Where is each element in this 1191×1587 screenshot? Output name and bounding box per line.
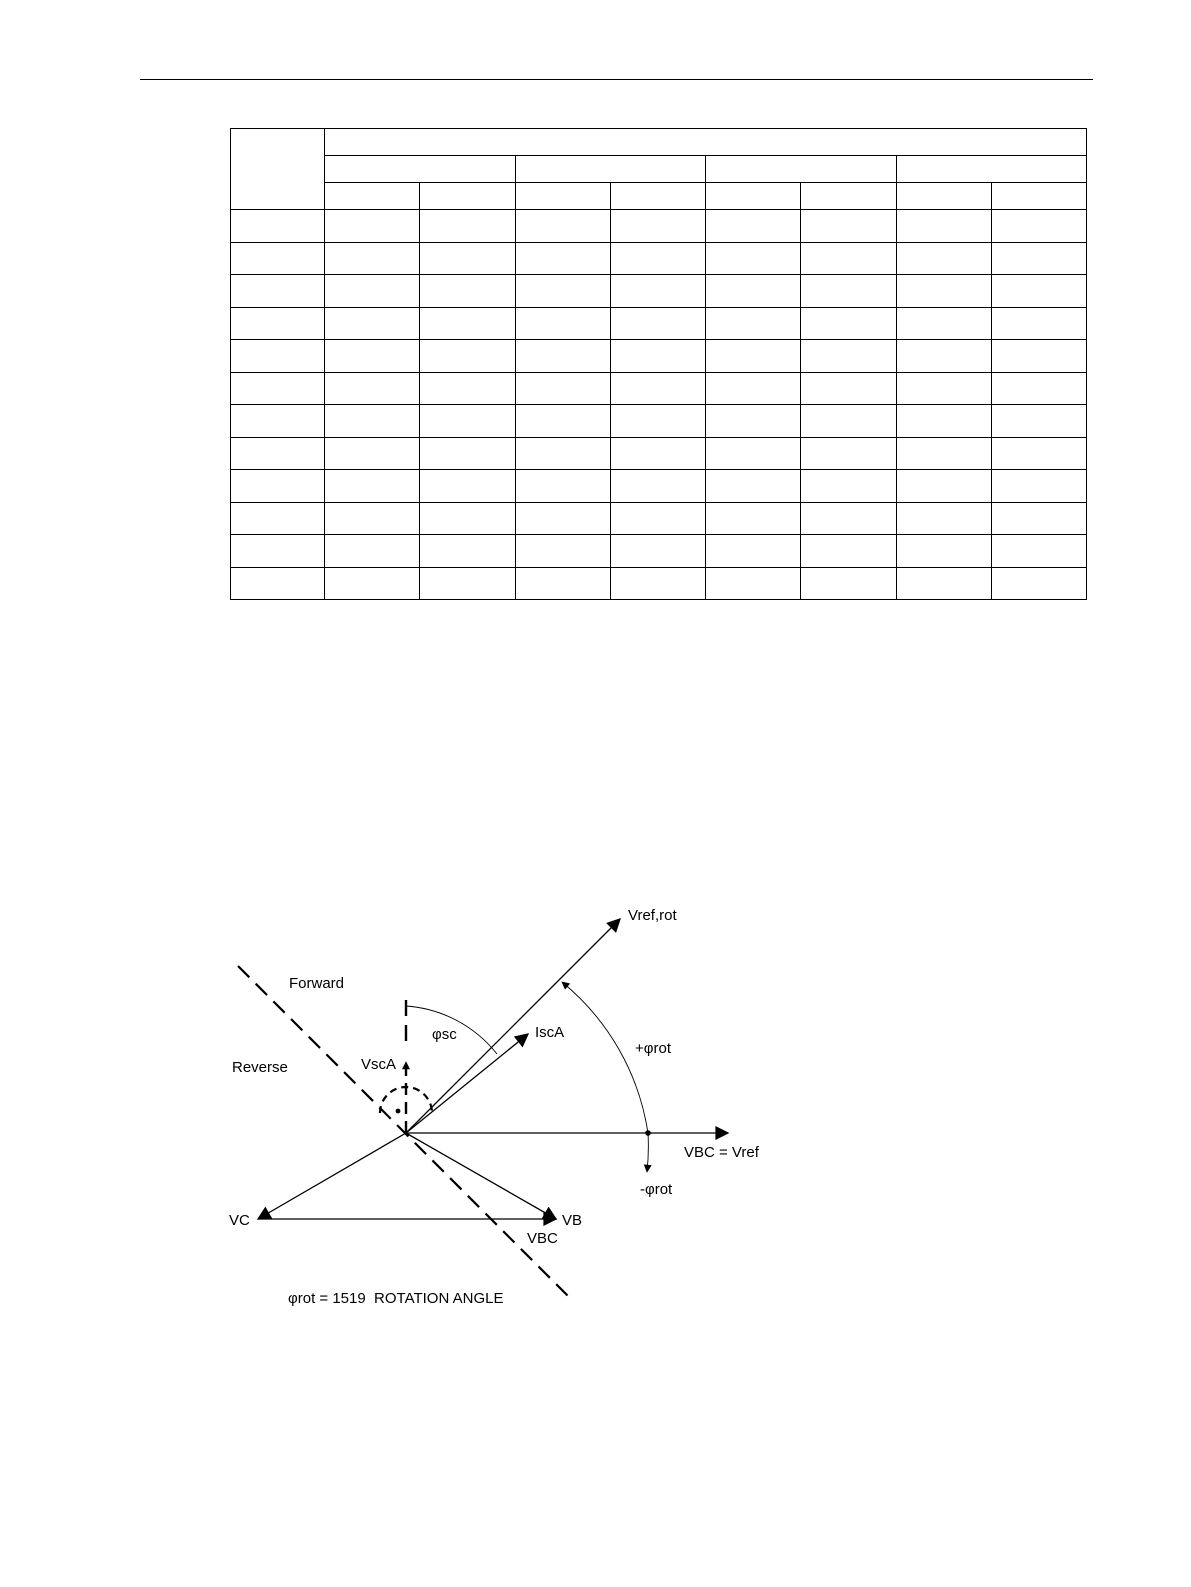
table-cell [896,470,991,503]
table-cell [325,372,420,405]
table-subheader-cell [896,183,991,210]
table-cell [706,437,801,470]
phi-sc-label: φsc [432,1026,457,1043]
table-cell [801,242,896,275]
table-cell [801,470,896,503]
table-cell [515,535,610,568]
table-cell [706,275,801,308]
table-group-header-cell [325,156,516,183]
table-cell [801,340,896,373]
table-cell [991,567,1086,600]
table-subheader-cell [610,183,705,210]
table-header-span-cell [325,129,1087,156]
table-cell [515,275,610,308]
table-cell [896,567,991,600]
table-cell [896,210,991,243]
table-cell [420,567,515,600]
table-cell [231,405,325,438]
table-row [231,502,1087,535]
table-subheader-cell [991,183,1086,210]
table-row [231,535,1087,568]
table-cell [420,535,515,568]
table-cell [991,535,1086,568]
table-cell [706,405,801,438]
empty-data-table [230,128,1087,600]
table-cell [420,210,515,243]
vc-label: VC [229,1212,250,1229]
table-cell [610,567,705,600]
plus-phi-rot-arc [562,982,648,1133]
table-cell [896,535,991,568]
table-cell [610,275,705,308]
table-cell [325,242,420,275]
table-cell [420,307,515,340]
table-cell [325,275,420,308]
table-row [231,567,1087,600]
table-cell [325,210,420,243]
table-header-row [231,129,1087,156]
table-cell [231,372,325,405]
table-cell [991,275,1086,308]
table-group-header-row [231,156,1087,183]
table-cell [515,502,610,535]
table-group-header-cell [896,156,1087,183]
table-cell [325,535,420,568]
table-cell [706,502,801,535]
table-cell [325,470,420,503]
table-corner-cell [231,129,325,210]
table-cell [896,405,991,438]
table-cell [610,437,705,470]
table-cell [896,502,991,535]
table-cell [801,567,896,600]
table-cell [991,502,1086,535]
vsca-label: VscA [361,1056,397,1073]
table-row [231,307,1087,340]
table-cell [896,275,991,308]
table-cell [896,307,991,340]
table-row [231,470,1087,503]
table-cell [420,372,515,405]
table-cell [610,502,705,535]
table-subheader-cell [420,183,515,210]
table-cell [706,307,801,340]
table-cell [991,405,1086,438]
table-cell [420,437,515,470]
table-cell [231,242,325,275]
table-row [231,405,1087,438]
table-cell [896,340,991,373]
table-cell [420,242,515,275]
table-cell [325,405,420,438]
table-cell [610,405,705,438]
table-cell [991,210,1086,243]
table-cell [515,372,610,405]
table-row [231,372,1087,405]
table-cell [420,340,515,373]
table-cell [231,307,325,340]
isca-label: IscA [535,1024,565,1041]
table-cell [706,372,801,405]
table-cell [801,307,896,340]
table-cell [991,470,1086,503]
table-cell [515,307,610,340]
table-cell [231,340,325,373]
table-cell [231,535,325,568]
phasor-diagram [0,880,1191,1360]
table-cell [610,535,705,568]
rotation-angle-caption: φrot = 1519 ROTATION ANGLE [288,1290,504,1307]
table-cell [610,242,705,275]
right-angle-dot [396,1109,401,1114]
table-subheader-cell [706,183,801,210]
table-cell [515,470,610,503]
reverse-label: Reverse [232,1059,288,1076]
table-cell [991,372,1086,405]
table-cell [610,470,705,503]
table-cell [991,437,1086,470]
vbc-vref-label: VBC = Vref [684,1144,759,1161]
table-cell [515,340,610,373]
table-cell [706,242,801,275]
vb-phasor [406,1133,556,1219]
table-cell [706,567,801,600]
table-cell [325,502,420,535]
table-row [231,437,1087,470]
vb-label: VB [562,1212,583,1229]
table-cell [706,340,801,373]
table-subheader-cell [801,183,896,210]
table-cell [231,275,325,308]
table-group-header-cell [515,156,706,183]
minus-phi-rot-arc [647,1133,648,1172]
plus-phi-rot-label: +φrot [635,1040,671,1057]
table-group-header-cell [706,156,897,183]
table-cell [610,307,705,340]
table-cell [896,242,991,275]
vc-phasor [258,1133,406,1219]
table-cell [231,470,325,503]
table-cell [801,535,896,568]
table-cell [610,340,705,373]
table-cell [420,275,515,308]
table-cell [325,567,420,600]
table-cell [231,502,325,535]
table-cell [896,437,991,470]
table-cell [515,437,610,470]
table-cell [991,307,1086,340]
table-row [231,210,1087,243]
table-cell [896,372,991,405]
table-cell [420,502,515,535]
table-cell [801,437,896,470]
minus-phi-rot-label: -φrot [640,1181,673,1198]
table-cell [706,470,801,503]
table-cell [420,470,515,503]
forward-label: Forward [289,975,345,992]
table-cell [706,210,801,243]
table-cell [515,567,610,600]
table-cell [801,210,896,243]
table-cell [991,340,1086,373]
vbc-label: VBC [527,1230,558,1247]
table-cell [325,340,420,373]
table-cell [991,242,1086,275]
table-cell [420,405,515,438]
table-row [231,340,1087,373]
table-cell [610,210,705,243]
table-row [231,275,1087,308]
page-header-rule [140,79,1093,80]
table-cell [231,437,325,470]
table-cell [231,210,325,243]
table-cell [231,567,325,600]
table-subheader-cell [325,183,420,210]
vref-rot-label: Vref,rot [628,907,677,924]
table-cell [515,242,610,275]
table-subheader-row [231,183,1087,210]
table-cell [610,372,705,405]
table-cell [706,535,801,568]
table-cell [801,502,896,535]
table-cell [801,405,896,438]
table-cell [325,437,420,470]
table-subheader-cell [515,183,610,210]
table-cell [515,405,610,438]
table-cell [515,210,610,243]
table-cell [325,307,420,340]
table-cell [801,372,896,405]
isca-phasor [406,1034,528,1133]
table-cell [801,275,896,308]
table-row [231,242,1087,275]
